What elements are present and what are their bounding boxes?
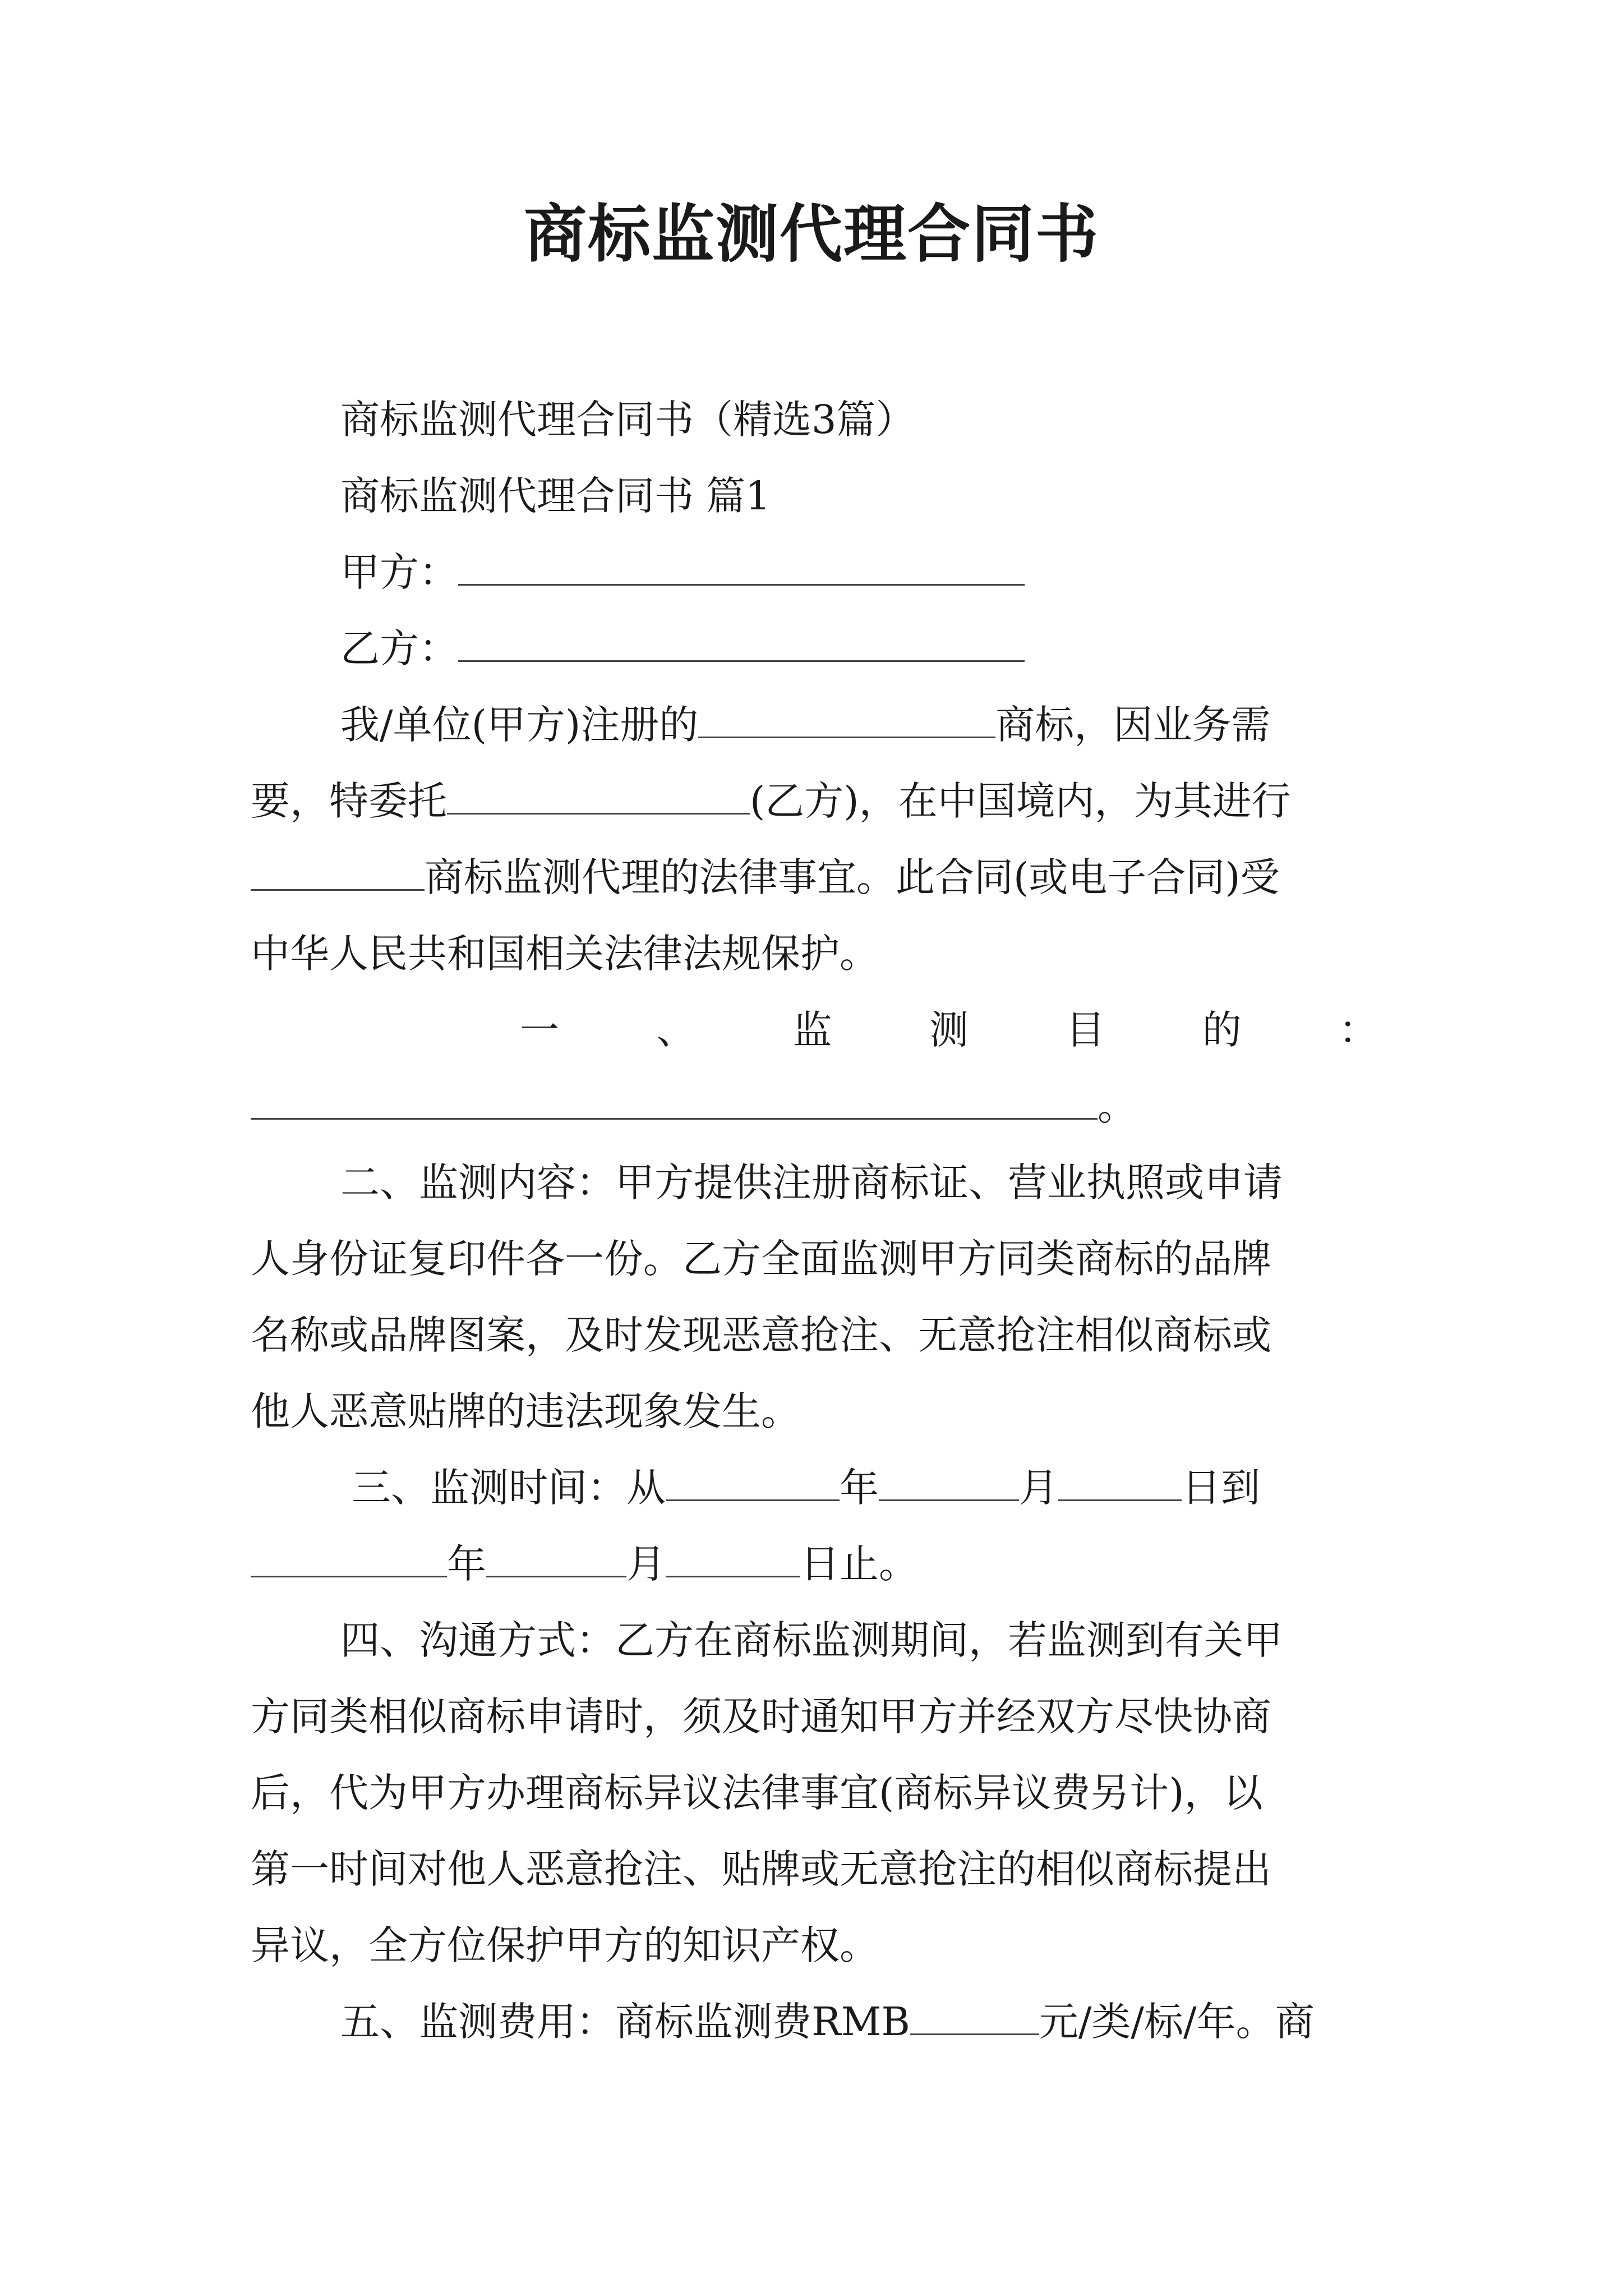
fee-blank (910, 1985, 1039, 2035)
party-b-blank (458, 612, 1025, 662)
heading-char: 一 (520, 1007, 559, 1053)
party-a-label: 甲方： (340, 549, 458, 595)
section-5-line-1 (251, 1984, 1378, 2060)
end-month-blank (486, 1527, 626, 1577)
start-year-blank (666, 1451, 840, 1501)
heading-char: 测 (929, 1007, 969, 1053)
heading-char: 监 (792, 1007, 832, 1053)
section-1-blank-line (251, 1068, 1378, 1144)
subtitle: 商标监测代理合同书（精选3篇） (340, 397, 915, 443)
text-segment: 年 (447, 1541, 486, 1587)
paragraph-1-line-4: 中华人民共和国相关法律法规保护。 (251, 931, 879, 977)
section-1-heading (251, 992, 1378, 1068)
text-segment: 我/单位(甲方)注册的 (340, 702, 699, 748)
end-day-blank (666, 1527, 800, 1577)
text-segment: 。 (1098, 1083, 1137, 1129)
text-segment: 日到 (1182, 1465, 1260, 1511)
section-4-line-1: 四、沟通方式：乙方在商标监测期间，若监测到有关甲 (340, 1617, 1283, 1663)
text-segment: 日止。 (800, 1541, 918, 1587)
text-segment: 商标监测代理的法律事宜。此合同(或电子合同)受 (425, 854, 1280, 900)
section-4-line-5: 异议，全方位保护甲方的知识产权。 (251, 1922, 879, 1968)
text-segment: 年 (840, 1465, 879, 1511)
purpose-blank (251, 1070, 1098, 1120)
section-4-line-2: 方同类相似商标申请时，须及时通知甲方并经双方尽快协商 (251, 1694, 1271, 1740)
text-segment: 商标，因业务需 (995, 702, 1271, 748)
text-segment: 月 (1019, 1465, 1058, 1511)
document-body (251, 381, 1378, 2060)
end-year-blank (251, 1527, 447, 1577)
party-a-line (251, 534, 1378, 610)
heading-char: 、 (656, 1007, 696, 1053)
section-4-line-3: 后，代为甲方办理商标异议法律事宜(商标异议费另计)，以 (251, 1770, 1263, 1816)
text-segment: 元/类/标/年。商 (1039, 1999, 1315, 2045)
text-segment: (乙方)，在中国境内，为其进行 (750, 778, 1291, 824)
paragraph-1-line-3 (251, 839, 1378, 915)
text-segment: 五、监测费用：商标监测费RMB (340, 1999, 910, 2045)
party-b-line (251, 610, 1378, 687)
section-4-line-4: 第一时间对他人恶意抢注、贴牌或无意抢注的相似商标提出 (251, 1846, 1271, 1892)
text-segment: 三、监测时间：从 (352, 1465, 666, 1511)
start-month-blank (879, 1451, 1019, 1501)
start-day-blank (1058, 1451, 1182, 1501)
party-b-label: 乙方： (340, 625, 458, 671)
section-3-line-1 (251, 1450, 1378, 1526)
section-2-line-2: 人身份证复印件各一份。乙方全面监测甲方同类商标的品牌 (251, 1236, 1271, 1282)
section-2-line-1: 二、监测内容：甲方提供注册商标证、营业执照或申请 (340, 1159, 1283, 1205)
part-heading: 商标监测代理合同书 篇1 (340, 473, 771, 519)
party-a-blank (458, 536, 1025, 586)
paragraph-1-line-1 (251, 687, 1378, 763)
heading-char: ： (1338, 1007, 1378, 1053)
paragraph-1-line-2 (251, 763, 1378, 839)
section-3-line-2 (251, 1526, 1378, 1602)
heading-char: 目 (1066, 1007, 1105, 1053)
trademark-blank (698, 688, 995, 738)
heading-char: 的 (1202, 1007, 1242, 1053)
text-segment: 要，特委托 (251, 778, 447, 824)
section-2-line-3: 名称或品牌图案，及时发现恶意抢注、无意抢注相似商标或 (251, 1312, 1271, 1358)
region-blank (251, 841, 425, 891)
text-segment: 月 (626, 1541, 666, 1587)
document-title: 商标监测代理合同书 (524, 198, 1099, 271)
agent-blank (447, 765, 750, 815)
section-2-line-4: 他人恶意贴牌的违法现象发生。 (251, 1388, 800, 1434)
